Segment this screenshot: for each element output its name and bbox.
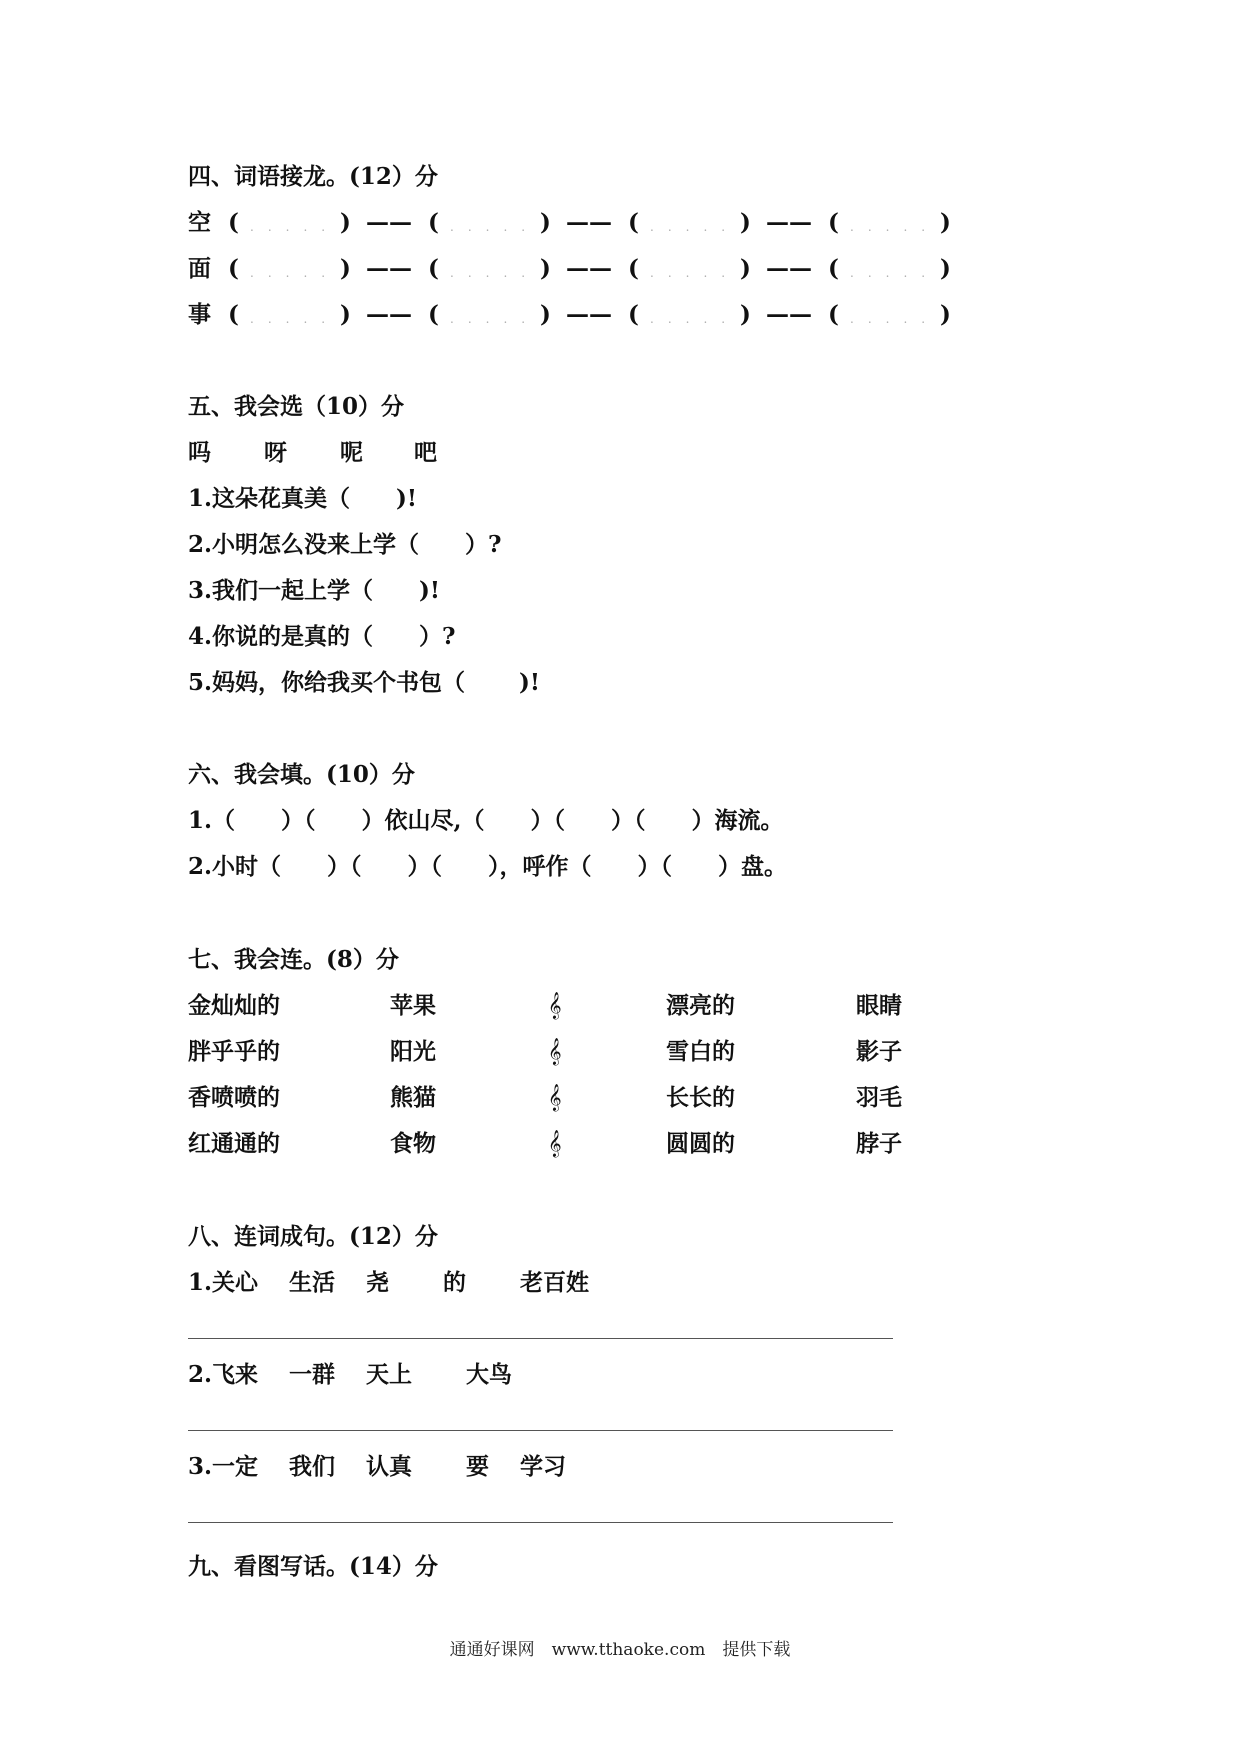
open-paren: ( xyxy=(628,301,639,328)
poem-fill-line: 2.小时（ ）（ ）（ ），呼作（ ）（ ）盘。 xyxy=(188,853,788,880)
dash: —— xyxy=(566,209,612,236)
match-noun: 脖子 xyxy=(856,1130,902,1157)
open-paren: ( xyxy=(428,255,439,282)
chain-start-char: 空 xyxy=(188,209,211,236)
blank-dots: ..... xyxy=(250,220,340,234)
open-paren: ( xyxy=(228,255,239,282)
question-item: 1.这朵花真美（ )! xyxy=(188,485,417,512)
dash: —— xyxy=(566,255,612,282)
question-item: 5.妈妈，你给我买个书包（ )! xyxy=(188,669,540,696)
section-9-title: 九、看图写话。(14）分 xyxy=(188,1553,438,1580)
match-adjective: 胖乎乎的 xyxy=(188,1038,280,1065)
close-paren: ) xyxy=(540,209,551,236)
blank-dots: ..... xyxy=(450,312,540,326)
dash: —— xyxy=(566,301,612,328)
word-group: 2.飞来 一群 天上 大鸟 xyxy=(188,1361,513,1388)
section-5-title: 五、我会选（10）分 xyxy=(188,393,405,420)
section-7-title: 七、我会连。(8）分 xyxy=(188,946,399,973)
treble-clef-icon: 𝄞 xyxy=(548,1131,562,1157)
blank-dots: ..... xyxy=(250,312,340,326)
match-noun: 熊猫 xyxy=(390,1084,436,1111)
close-paren: ) xyxy=(940,301,951,328)
match-noun: 苹果 xyxy=(390,992,436,1019)
treble-clef-icon: 𝄞 xyxy=(548,1039,562,1065)
blank-dots: ..... xyxy=(650,312,740,326)
treble-clef-icon: 𝄞 xyxy=(548,993,562,1019)
blank-dots: ..... xyxy=(450,266,540,280)
open-paren: ( xyxy=(828,301,839,328)
answer-line xyxy=(188,1522,893,1523)
match-adjective: 长长的 xyxy=(666,1084,735,1111)
answer-line xyxy=(188,1430,893,1431)
close-paren: ) xyxy=(340,255,351,282)
word-group: 3.一定 我们 认真 要 学习 xyxy=(188,1453,567,1480)
question-item: 2.小明怎么没来上学（ ）? xyxy=(188,531,502,558)
open-paren: ( xyxy=(628,255,639,282)
blank-dots: ..... xyxy=(450,220,540,234)
treble-clef-icon: 𝄞 xyxy=(548,1085,562,1111)
chain-start-char: 事 xyxy=(188,301,211,328)
open-paren: ( xyxy=(228,301,239,328)
footer-credit: 通通好课网 www.tthaoke.com 提供下载 xyxy=(449,1640,791,1660)
section-4-title: 四、词语接龙。(12）分 xyxy=(188,163,438,190)
close-paren: ) xyxy=(540,301,551,328)
match-noun: 羽毛 xyxy=(856,1084,902,1111)
match-noun: 影子 xyxy=(856,1038,902,1065)
blank-dots: ..... xyxy=(250,266,340,280)
open-paren: ( xyxy=(428,209,439,236)
open-paren: ( xyxy=(628,209,639,236)
question-item: 4.你说的是真的（ ）? xyxy=(188,623,456,650)
blank-dots: ..... xyxy=(850,312,940,326)
close-paren: ) xyxy=(740,209,751,236)
match-adjective: 金灿灿的 xyxy=(188,992,280,1019)
chain-start-char: 面 xyxy=(188,255,211,282)
dash: —— xyxy=(366,209,412,236)
open-paren: ( xyxy=(428,301,439,328)
match-adjective: 漂亮的 xyxy=(666,992,735,1019)
section-6-title: 六、我会填。(10）分 xyxy=(188,761,415,788)
answer-line xyxy=(188,1338,893,1339)
section-8-title: 八、连词成句。(12）分 xyxy=(188,1223,438,1250)
match-adjective: 圆圆的 xyxy=(666,1130,735,1157)
choice-word: 呀 xyxy=(264,439,287,466)
question-item: 3.我们一起上学（ )! xyxy=(188,577,440,604)
match-noun: 眼睛 xyxy=(856,992,902,1019)
poem-fill-line: 1.（ ）（ ）依山尽,（ ）（ ）（ ）海流。 xyxy=(188,807,784,834)
blank-dots: ..... xyxy=(650,266,740,280)
choice-word: 呢 xyxy=(340,439,363,466)
close-paren: ) xyxy=(340,301,351,328)
blank-dots: ..... xyxy=(850,220,940,234)
close-paren: ) xyxy=(740,255,751,282)
close-paren: ) xyxy=(940,255,951,282)
dash: —— xyxy=(366,255,412,282)
dash: —— xyxy=(766,209,812,236)
open-paren: ( xyxy=(828,209,839,236)
match-noun: 阳光 xyxy=(390,1038,436,1065)
dash: —— xyxy=(766,255,812,282)
choice-word: 吧 xyxy=(414,439,437,466)
dash: —— xyxy=(766,301,812,328)
blank-dots: ..... xyxy=(650,220,740,234)
dash: —— xyxy=(366,301,412,328)
word-group: 1.关心 生活 尧 的 老百姓 xyxy=(188,1269,590,1296)
close-paren: ) xyxy=(540,255,551,282)
open-paren: ( xyxy=(228,209,239,236)
match-noun: 食物 xyxy=(390,1130,436,1157)
match-adjective: 雪白的 xyxy=(666,1038,735,1065)
close-paren: ) xyxy=(340,209,351,236)
match-adjective: 红通通的 xyxy=(188,1130,280,1157)
close-paren: ) xyxy=(940,209,951,236)
blank-dots: ..... xyxy=(850,266,940,280)
match-adjective: 香喷喷的 xyxy=(188,1084,280,1111)
choice-word: 吗 xyxy=(188,439,211,466)
open-paren: ( xyxy=(828,255,839,282)
close-paren: ) xyxy=(740,301,751,328)
